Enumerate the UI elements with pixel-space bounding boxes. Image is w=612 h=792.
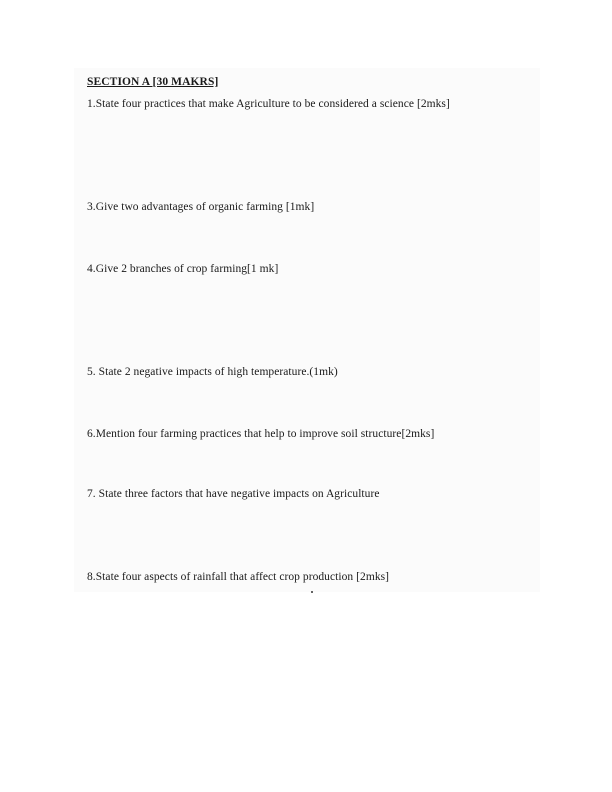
scan-speck	[311, 591, 313, 593]
question-5: 5. State 2 negative impacts of high temperature.(1mk)	[87, 366, 338, 378]
section-heading: SECTION A [30 MAKRS]	[87, 76, 219, 88]
question-3: 3.Give two advantages of organic farming [1mk]	[87, 201, 315, 213]
scanned-page-area	[74, 68, 540, 592]
question-4: 4.Give 2 branches of crop farming[1 mk]	[87, 263, 279, 275]
question-7: 7. State three factors that have negative impacts on Agriculture	[87, 488, 380, 500]
question-8: 8.State four aspects of rainfall that affect crop production [2mks]	[87, 571, 390, 583]
question-6: 6.Mention four farming practices that help to improve soil structure[2mks]	[87, 428, 435, 440]
question-1: 1.State four practices that make Agriculture to be considered a science [2mks]	[87, 98, 450, 110]
